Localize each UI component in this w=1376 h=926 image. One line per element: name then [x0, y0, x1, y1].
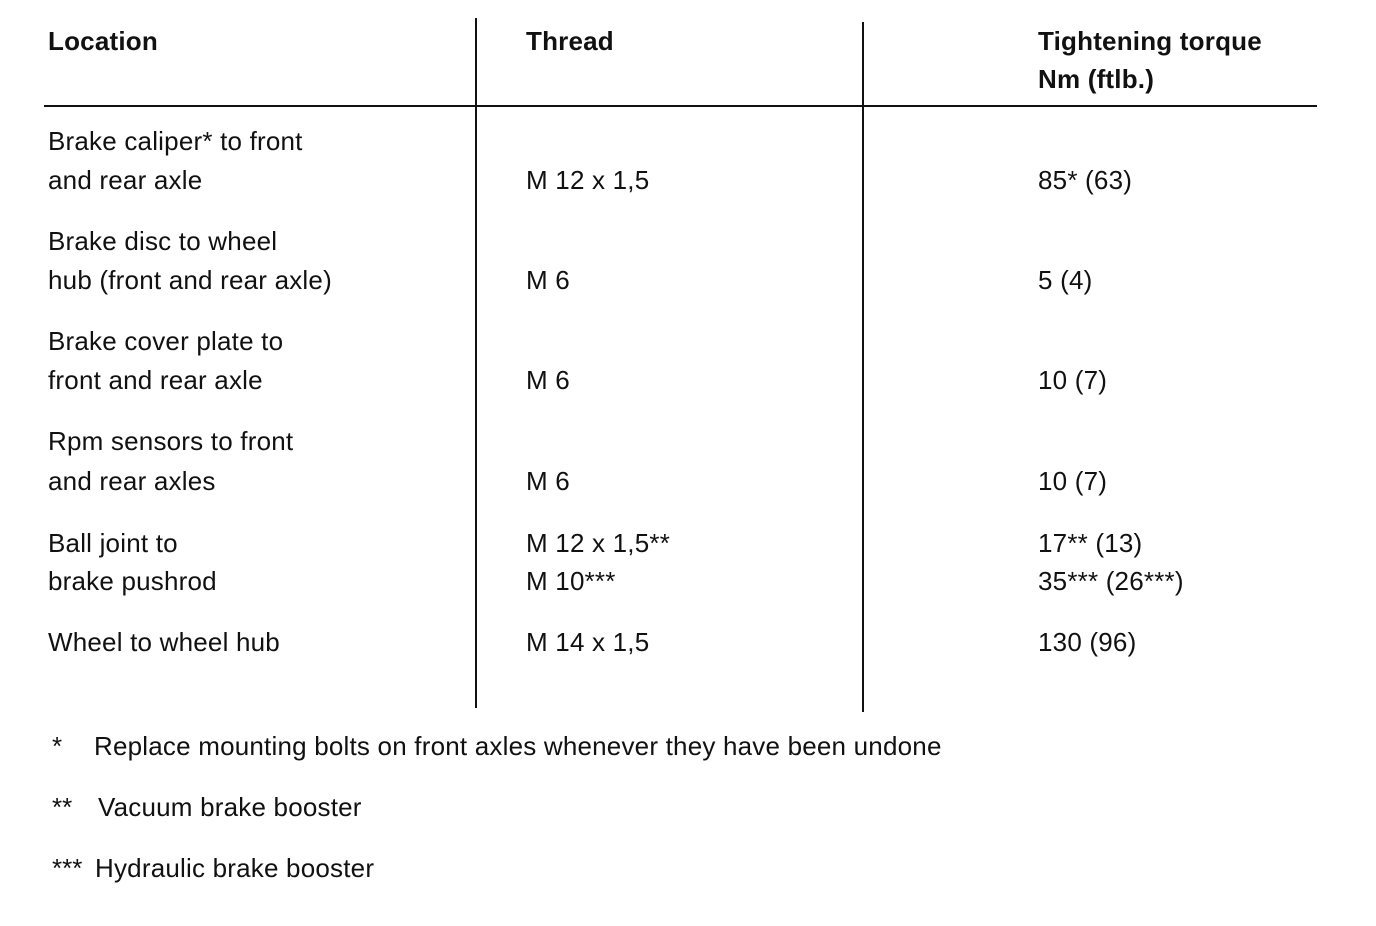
row-4-location-line2: and rear axles — [48, 466, 216, 496]
row-6-thread: M 14 x 1,5 — [526, 627, 650, 657]
row-5-thread-line1: M 12 x 1,5** — [526, 528, 671, 558]
row-1-thread: M 12 x 1,5 — [526, 165, 650, 195]
row-6-location: Wheel to wheel hub — [48, 627, 280, 657]
row-3-location-line1: Brake cover plate to — [48, 326, 284, 356]
row-2-location-line1: Brake disc to wheel — [48, 226, 278, 256]
row-1-location-line1: Brake caliper* to front — [48, 126, 303, 156]
column-divider-2 — [862, 22, 864, 712]
footnote-3-mark: *** — [52, 853, 83, 883]
row-5-location-line2: brake pushrod — [48, 566, 217, 596]
footnote-2-mark: ** — [52, 792, 73, 822]
header-thread: Thread — [526, 26, 614, 56]
footnote-1-text: Replace mounting bolts on front axles whenever they have been undone — [94, 731, 942, 761]
header-location: Location — [48, 26, 158, 56]
row-5-thread-line2: M 10*** — [526, 566, 616, 596]
row-2-location-line2: hub (front and rear axle) — [48, 265, 332, 295]
row-3-thread: M 6 — [526, 365, 570, 395]
row-2-torque: 5 (4) — [1038, 265, 1093, 295]
row-5-torque-line2: 35*** (26***) — [1038, 566, 1184, 596]
row-3-location-line2: front and rear axle — [48, 365, 263, 395]
row-1-location-line2: and rear axle — [48, 165, 203, 195]
footnote-1-mark: * — [52, 731, 63, 761]
row-5-location-line1: Ball joint to — [48, 528, 178, 558]
header-torque-line2: Nm (ftlb.) — [1038, 64, 1155, 94]
footnote-3-text: Hydraulic brake booster — [95, 853, 375, 883]
header-torque-line1: Tightening torque — [1038, 26, 1262, 56]
row-6-torque: 130 (96) — [1038, 627, 1137, 657]
row-3-torque: 10 (7) — [1038, 365, 1108, 395]
row-1-torque: 85* (63) — [1038, 165, 1133, 195]
column-divider-1 — [475, 18, 477, 708]
footnote-2-text: Vacuum brake booster — [98, 792, 362, 822]
row-4-thread: M 6 — [526, 466, 570, 496]
row-5-torque-line1: 17** (13) — [1038, 528, 1143, 558]
row-4-location-line1: Rpm sensors to front — [48, 426, 294, 456]
row-2-thread: M 6 — [526, 265, 570, 295]
row-4-torque: 10 (7) — [1038, 466, 1108, 496]
header-divider — [44, 105, 1317, 107]
